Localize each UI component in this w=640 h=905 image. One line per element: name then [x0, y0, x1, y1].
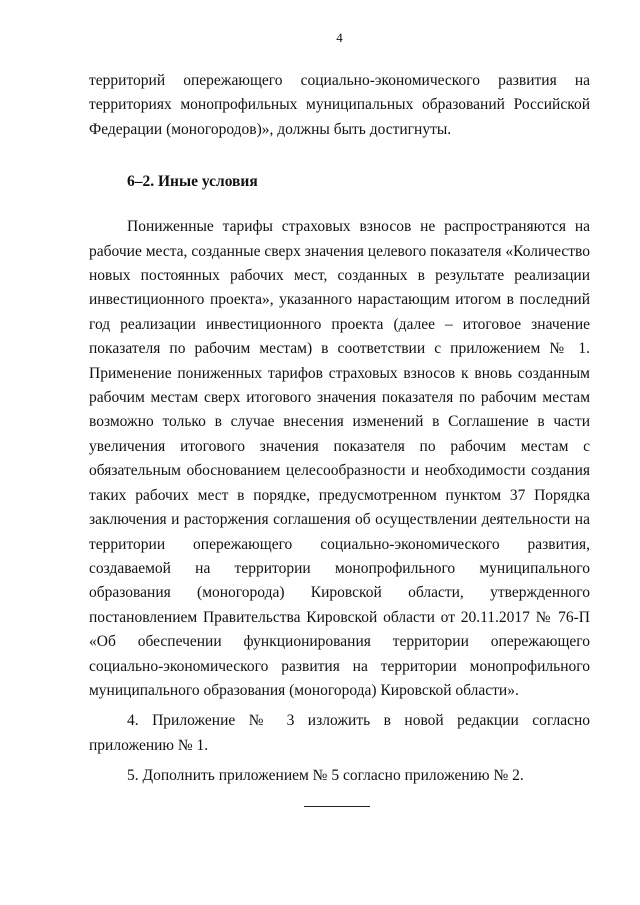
item-4-paragraph: 4. Приложение № 3 изложить в новой редакции согласно приложению № 1.	[89, 712, 590, 754]
page-number: 4	[336, 30, 343, 45]
section-heading: 6–2. Иные условия	[127, 173, 258, 191]
end-rule	[304, 806, 370, 807]
section-paragraph: Пониженные тарифы страховых взносов не распространяются на рабочие места, созданные сверх значения целевого показателя «Количество новых постоянных рабочих мест, созданных в результате реализации инвестиционного проекта», указанного нарастающим итогом в последний год реализации инвестиционного проекта (далее – итоговое значение показателя по рабочим местам) в соответствии с приложением № 1. Применение пониженных тарифов страховых взносов к вновь созданным рабочим местам сверх итогового значения показателя по рабочим местам возможно только в случае внесения изменений в Соглашение в части увеличения итогового значения показателя по рабочим местам с обязательным обоснованием целесообразности и необходимости создания таких рабочих мест в порядке, предусмотренном пунктом 37 Порядка заключения и расторжения соглашения об осуществлении деятельности на территории опережающего социально-экономического развития, создаваемой на территории монопрофильного муниципального образования (моногорода) Кировской области, утвержденного постановлением Правительства Кировской области от 20.11.2017 № 76-П «Об обеспечении функционирования территории опережающего социально-экономического развития на территории монопрофильного муниципального образования (моногорода) Кировской области».	[89, 218, 590, 699]
item-5-paragraph: 5. Дополнить приложением № 5 согласно приложению № 2.	[127, 767, 524, 785]
continuation-paragraph: территорий опережающего социально-экономического развития на территориях монопрофильных муниципальных образований Российской Федерации (моногородов)», должны быть достигнуты.	[89, 72, 590, 138]
